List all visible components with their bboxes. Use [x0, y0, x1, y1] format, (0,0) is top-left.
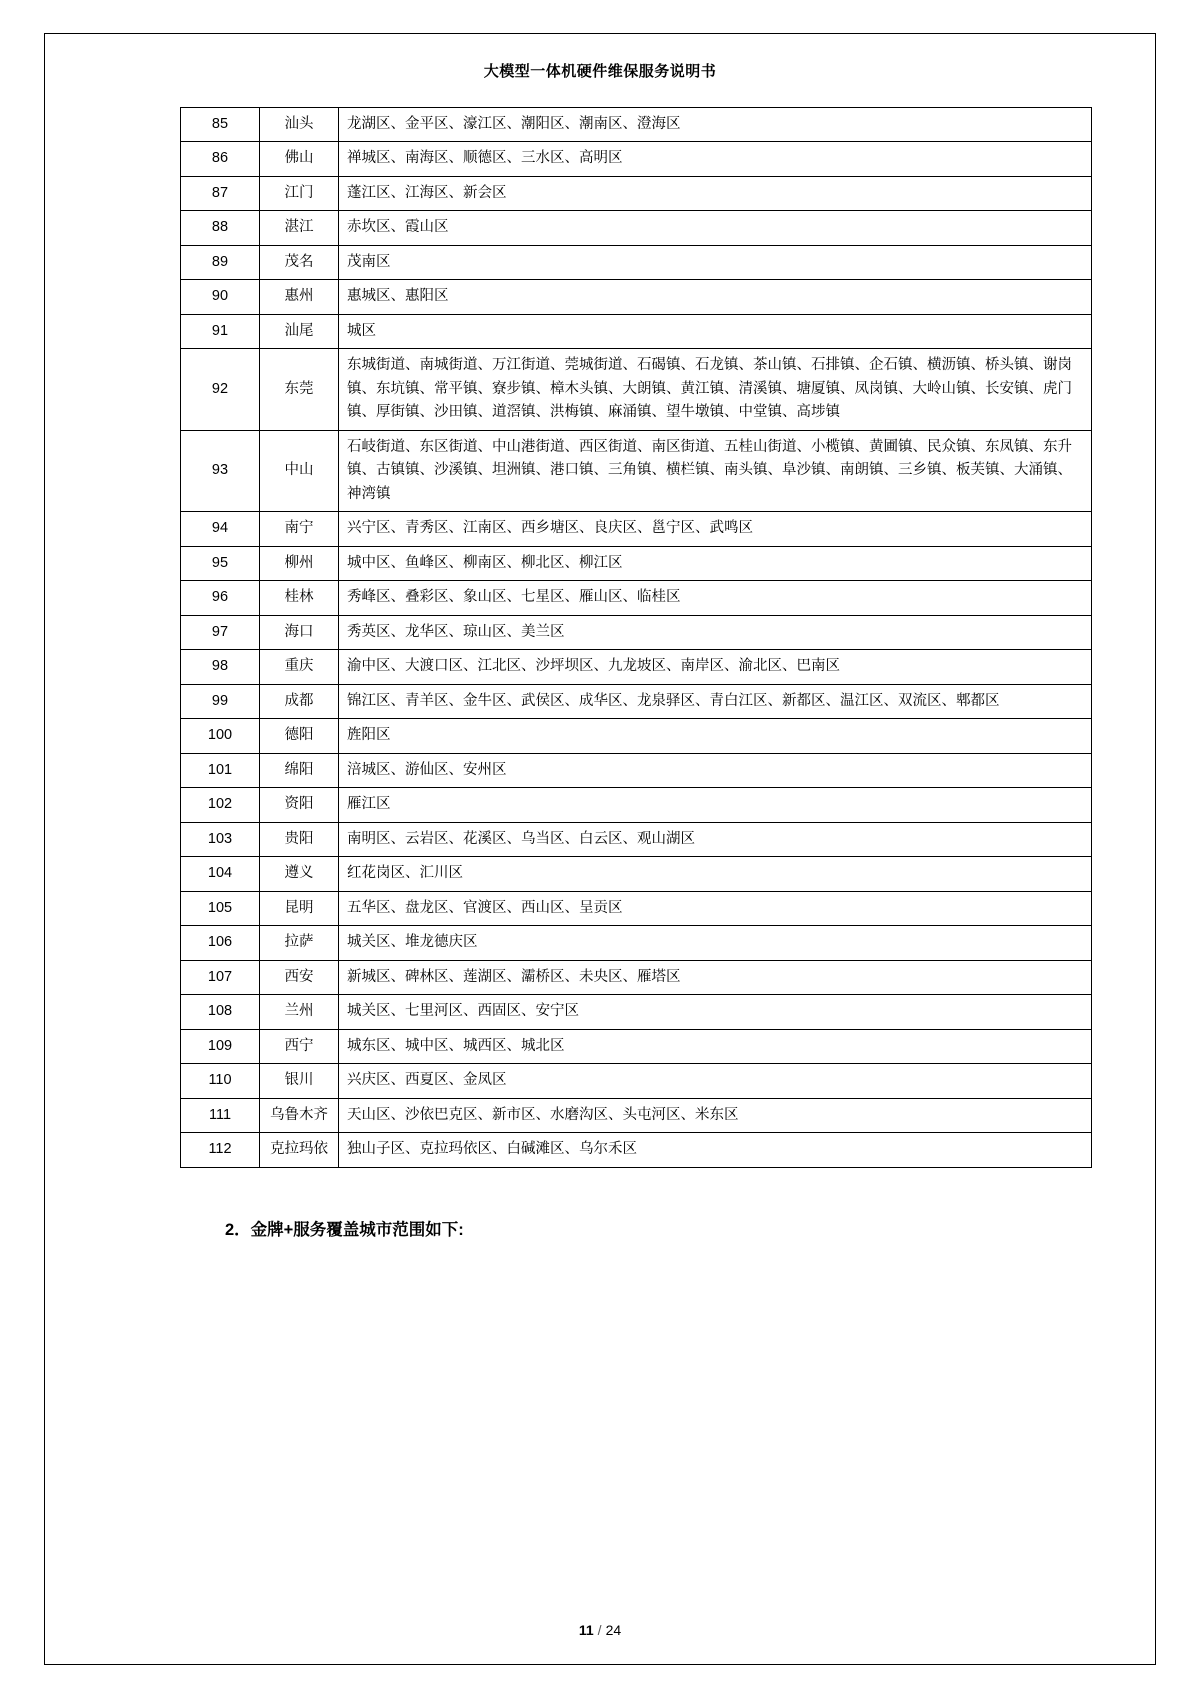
cell-city: 贵阳	[260, 822, 339, 856]
table-row	[181, 512, 1092, 546]
cell-areas: 南明区、云岩区、花溪区、乌当区、白云区、观山湖区	[339, 822, 1092, 856]
table-row	[181, 719, 1092, 753]
cell-city: 重庆	[260, 650, 339, 684]
cell-areas: 蓬江区、江海区、新会区	[339, 176, 1092, 210]
cell-areas: 渝中区、大渡口区、江北区、沙坪坝区、九龙坡区、南岸区、渝北区、巴南区	[339, 650, 1092, 684]
cell-areas: 秀英区、龙华区、琼山区、美兰区	[339, 615, 1092, 649]
table-row	[181, 430, 1092, 511]
cell-areas: 锦江区、青羊区、金牛区、武侯区、成华区、龙泉驿区、青白江区、新都区、温江区、双流区、郫都区	[339, 684, 1092, 718]
cell-areas: 天山区、沙依巴克区、新市区、水磨沟区、头屯河区、米东区	[339, 1098, 1092, 1132]
cell-no: 99	[181, 684, 260, 718]
cell-city: 惠州	[260, 280, 339, 314]
table-row	[181, 280, 1092, 314]
table-row	[181, 581, 1092, 615]
cell-no: 98	[181, 650, 260, 684]
section-heading: 2．金牌+服务覆盖城市范围如下:	[225, 1220, 464, 1239]
cell-areas: 石岐街道、东区街道、中山港街道、西区街道、南区街道、五桂山街道、小榄镇、黄圃镇、民众镇、东凤镇、东升镇、古镇镇、沙溪镇、坦洲镇、港口镇、三角镇、横栏镇、南头镇、阜沙镇、南朗镇、三乡镇、板芙镇、大涌镇、神湾镇	[339, 430, 1092, 511]
table-row	[181, 926, 1092, 960]
cell-city: 江门	[260, 176, 339, 210]
cell-city: 东莞	[260, 349, 339, 430]
cell-areas: 雁江区	[339, 788, 1092, 822]
cell-areas: 兴宁区、青秀区、江南区、西乡塘区、良庆区、邕宁区、武鸣区	[339, 512, 1092, 546]
document-header-title: 大模型一体机硬件维保服务说明书	[483, 63, 717, 80]
cell-city: 佛山	[260, 142, 339, 176]
cell-no: 97	[181, 615, 260, 649]
cell-no: 112	[181, 1133, 260, 1167]
cell-city: 拉萨	[260, 926, 339, 960]
cell-no: 92	[181, 349, 260, 430]
cell-city: 桂林	[260, 581, 339, 615]
current-page-number: 11	[578, 1622, 594, 1638]
cell-no: 109	[181, 1029, 260, 1063]
cell-no: 105	[181, 891, 260, 925]
page-footer	[0, 1622, 1200, 1638]
cell-areas: 城区	[339, 314, 1092, 348]
table-row	[181, 211, 1092, 245]
cell-areas: 新城区、碑林区、莲湖区、灞桥区、未央区、雁塔区	[339, 960, 1092, 994]
table-row	[181, 891, 1092, 925]
cell-no: 110	[181, 1064, 260, 1098]
table-row	[181, 1133, 1092, 1167]
table-row	[181, 108, 1092, 142]
cell-areas: 红花岗区、汇川区	[339, 857, 1092, 891]
table-row	[181, 788, 1092, 822]
table-row	[181, 546, 1092, 580]
cell-no: 101	[181, 753, 260, 787]
cell-city: 西宁	[260, 1029, 339, 1063]
cell-city: 成都	[260, 684, 339, 718]
cell-areas: 城关区、堆龙德庆区	[339, 926, 1092, 960]
cell-city: 汕尾	[260, 314, 339, 348]
cell-no: 107	[181, 960, 260, 994]
cell-city: 乌鲁木齐	[260, 1098, 339, 1132]
table-body	[181, 108, 1092, 1168]
table-row	[181, 995, 1092, 1029]
table-row	[181, 650, 1092, 684]
cell-no: 86	[181, 142, 260, 176]
cell-no: 103	[181, 822, 260, 856]
cell-no: 88	[181, 211, 260, 245]
cell-areas: 龙湖区、金平区、濠江区、潮阳区、潮南区、澄海区	[339, 108, 1092, 142]
table-row	[181, 1098, 1092, 1132]
table-row	[181, 684, 1092, 718]
cell-no: 96	[181, 581, 260, 615]
cell-no: 102	[181, 788, 260, 822]
cell-no: 93	[181, 430, 260, 511]
cell-no: 106	[181, 926, 260, 960]
cell-city: 汕头	[260, 108, 339, 142]
cell-city: 海口	[260, 615, 339, 649]
total-page-number: 24	[605, 1622, 622, 1638]
cell-areas: 兴庆区、西夏区、金凤区	[339, 1064, 1092, 1098]
cell-areas: 旌阳区	[339, 719, 1092, 753]
table-row	[181, 753, 1092, 787]
cell-no: 87	[181, 176, 260, 210]
cell-no: 85	[181, 108, 260, 142]
cell-no: 100	[181, 719, 260, 753]
cell-city: 银川	[260, 1064, 339, 1098]
table-row	[181, 245, 1092, 279]
cell-city: 昆明	[260, 891, 339, 925]
table-row	[181, 176, 1092, 210]
cell-city: 资阳	[260, 788, 339, 822]
cell-city: 遵义	[260, 857, 339, 891]
cell-city: 湛江	[260, 211, 339, 245]
cell-areas: 秀峰区、叠彩区、象山区、七星区、雁山区、临桂区	[339, 581, 1092, 615]
table-row	[181, 314, 1092, 348]
cell-areas: 东城街道、南城街道、万江街道、莞城街道、石碣镇、石龙镇、茶山镇、石排镇、企石镇、横沥镇、桥头镇、谢岗镇、东坑镇、常平镇、寮步镇、樟木头镇、大朗镇、黄江镇、清溪镇、塘厦镇、凤岗镇、大岭山镇、长安镇、虎门镇、厚街镇、沙田镇、道滘镇、洪梅镇、麻涌镇、望牛墩镇、中堂镇、高埗镇	[339, 349, 1092, 430]
cell-city: 茂名	[260, 245, 339, 279]
cell-city: 柳州	[260, 546, 339, 580]
page-separator: /	[597, 1622, 602, 1638]
cell-no: 111	[181, 1098, 260, 1132]
table-row	[181, 857, 1092, 891]
cell-city: 绵阳	[260, 753, 339, 787]
cell-areas: 五华区、盘龙区、官渡区、西山区、呈贡区	[339, 891, 1092, 925]
cell-city: 德阳	[260, 719, 339, 753]
page-content	[120, 60, 1080, 1240]
cell-areas: 城关区、七里河区、西固区、安宁区	[339, 995, 1092, 1029]
cell-areas: 禅城区、南海区、顺德区、三水区、高明区	[339, 142, 1092, 176]
cell-no: 91	[181, 314, 260, 348]
table-row	[181, 1029, 1092, 1063]
cell-areas: 城东区、城中区、城西区、城北区	[339, 1029, 1092, 1063]
cell-no: 90	[181, 280, 260, 314]
cell-no: 108	[181, 995, 260, 1029]
cell-areas: 城中区、鱼峰区、柳南区、柳北区、柳江区	[339, 546, 1092, 580]
service-coverage-table	[180, 107, 1092, 1168]
cell-areas: 惠城区、惠阳区	[339, 280, 1092, 314]
cell-areas: 茂南区	[339, 245, 1092, 279]
table-row	[181, 822, 1092, 856]
cell-city: 兰州	[260, 995, 339, 1029]
cell-city: 西安	[260, 960, 339, 994]
cell-no: 104	[181, 857, 260, 891]
cell-no: 95	[181, 546, 260, 580]
cell-city: 中山	[260, 430, 339, 511]
table-row	[181, 1064, 1092, 1098]
cell-areas: 涪城区、游仙区、安州区	[339, 753, 1092, 787]
cell-no: 89	[181, 245, 260, 279]
table-row	[181, 960, 1092, 994]
cell-no: 94	[181, 512, 260, 546]
cell-city: 南宁	[260, 512, 339, 546]
cell-areas: 独山子区、克拉玛依区、白碱滩区、乌尔禾区	[339, 1133, 1092, 1167]
table-row	[181, 349, 1092, 430]
cell-areas: 赤坎区、霞山区	[339, 211, 1092, 245]
table-row	[181, 615, 1092, 649]
table-row	[181, 142, 1092, 176]
cell-city: 克拉玛依	[260, 1133, 339, 1167]
